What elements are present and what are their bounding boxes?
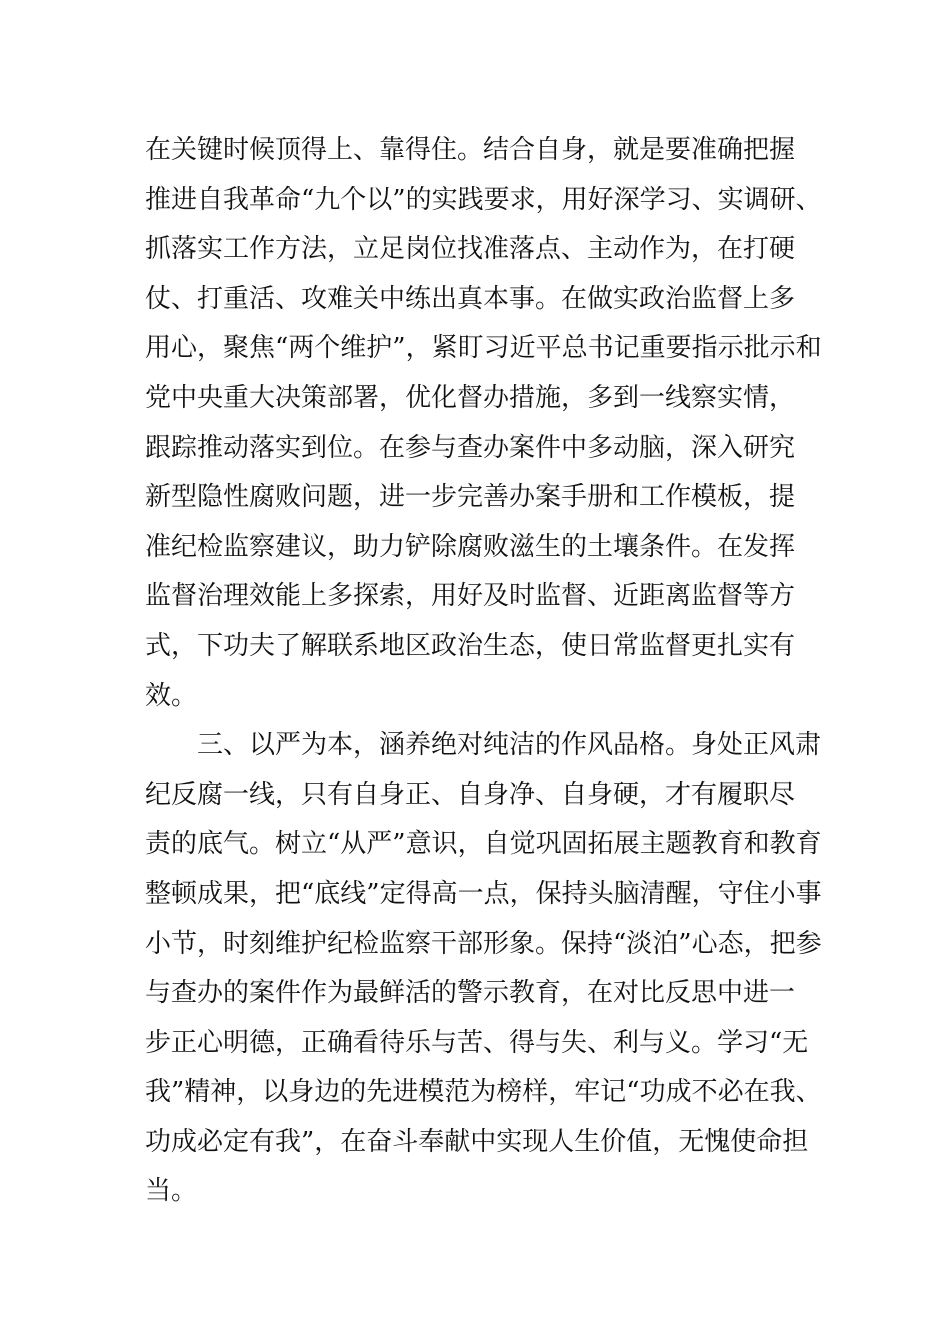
text-line: 效。 (145, 680, 198, 711)
text-line: 步正心明德，正确看待乐与苦、得与失、利与义。学习“无 (145, 1027, 809, 1058)
section-three-heading-line: 三、以严为本，涵养绝对纯洁的作风品格。身处正风肃 (197, 730, 822, 761)
text-line: 责的底气。树立“从严”意识，自觉巩固拓展主题教育和教育 (145, 829, 822, 860)
text-line: 纪反腐一线，只有自身正、自身净、自身硬，才有履职尽 (145, 779, 796, 810)
text-line: 准纪检监察建议，助力铲除腐败滋生的土壤条件。在发挥 (145, 531, 796, 562)
text-line: 监督治理效能上多探索，用好及时监督、近距离监督等方 (145, 581, 796, 612)
text-line: 与查办的案件作为最鲜活的警示教育，在对比反思中进一 (145, 978, 796, 1009)
text-line: 我”精神，以身边的先进模范为榜样，牢记“功成不必在我、 (145, 1077, 822, 1108)
text-line: 整顿成果，把“底线”定得高一点，保持头脑清醒，守住小事 (145, 878, 822, 909)
text-line: 小节，时刻维护纪检监察干部形象。保持“淡泊”心态，把参 (145, 928, 822, 959)
text-line: 党中央重大决策部署，优化督办措施，多到一线察实情， (145, 382, 796, 413)
text-line: 用心，聚焦“两个维护”，紧盯习近平总书记重要指示批示和 (145, 333, 822, 364)
text-line: 在关键时候顶得上、靠得住。结合自身，就是要准确把握 (145, 135, 796, 165)
text-line: 式，下功夫了解联系地区政治生态，使日常监督更扎实有 (145, 630, 796, 661)
text-line: 当。 (145, 1176, 198, 1207)
body-text (145, 126, 822, 1217)
text-line: 仗、打重活、攻难关中练出真本事。在做实政治监督上多 (145, 283, 796, 314)
text-line: 推进自我革命“九个以”的实践要求，用好深学习、实调研、 (145, 184, 822, 215)
text-line: 跟踪推动落实到位。在参与查办案件中多动脑，深入研究 (145, 432, 796, 463)
text-line: 功成必定有我”，在奋斗奉献中实现人生价值，无愧使命担 (145, 1126, 809, 1157)
text-line: 抓落实工作方法，立足岗位找准落点、主动作为，在打硬 (145, 234, 796, 265)
text-line: 新型隐性腐败问题，进一步完善办案手册和工作模板，提 (145, 482, 796, 513)
